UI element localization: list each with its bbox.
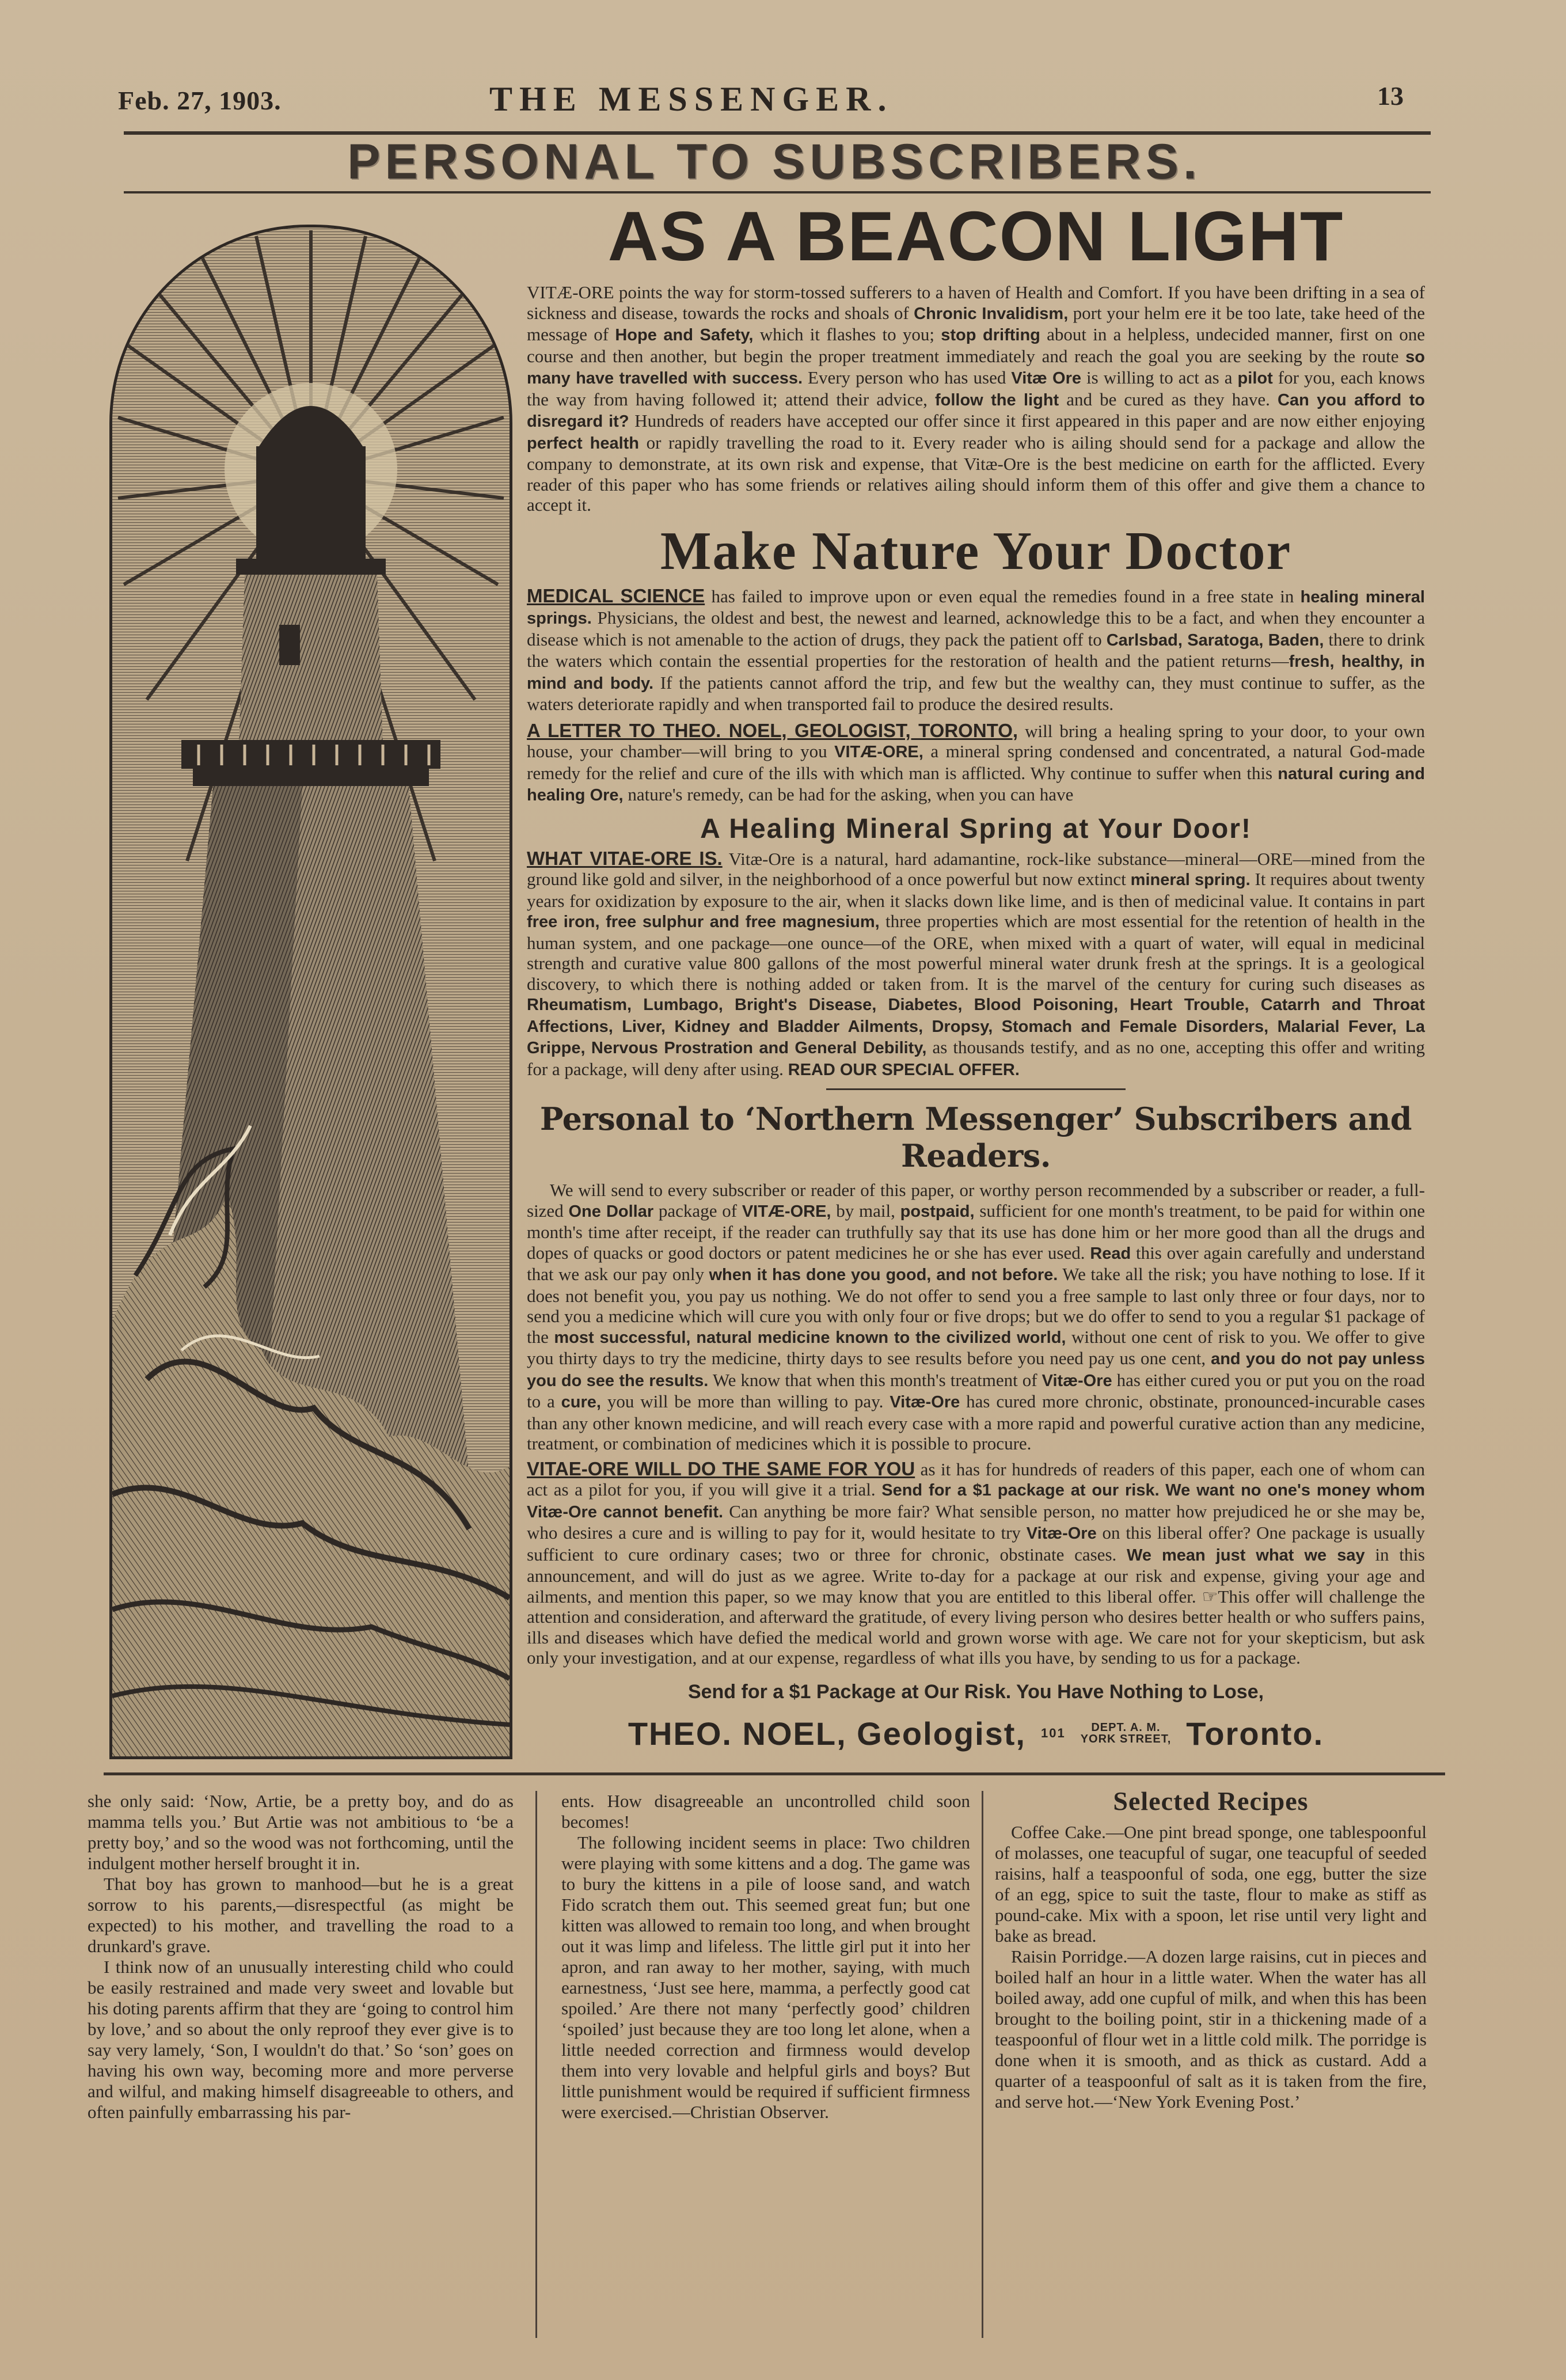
section-divider: [826, 1088, 1126, 1090]
street-name: YORK STREET,: [1080, 1733, 1172, 1745]
street-number: 101: [1040, 1726, 1066, 1740]
lighthouse-illustration: [109, 225, 512, 1759]
dept-street-block: [1081, 1722, 1172, 1745]
story-paragraph: I think now of an unusually interesting child who could be easily restrained and made very sweet and lovable but his doting parents affirm that they are ‘going to control him by love,’ and so about the only reproof they ever give is to say very lamely, ‘Son, I wouldn't do that.’ So ‘son’ goes on having his own way, becoming more and more perverse and wilful, and making himself disagreeable to others, and often painfully embarrassing his par-: [88, 1957, 514, 2122]
personal-heading: Personal to ‘Northern Messenger’ Subscribers and Readers.: [539, 1100, 1412, 1174]
story-column-1: [88, 1791, 514, 2123]
spring-heading: A Healing Mineral Spring at Your Door!: [700, 813, 1252, 844]
story-paragraph: she only said: ‘Now, Artie, be a pretty boy, and do as mamma tells you.’ But Artie was not ambitious to ‘be a pretty boy,’ and so the wood was not forthcoming, until the indulgent mother herself brought it in.: [88, 1791, 514, 1873]
beacon-paragraph: VITÆ-ORE points the way for storm-tossed sufferers to a haven of Health and Comfort. If you have been drifting in a sea of sickness and disease, towards the rocks and shoals of Chronic Invalidism, port your helm ere it be too late, take heed of the message of Hope and Safety, which it flashes to you; stop drifting about in a helpless, undecided manner, first on one course and then another, but begin the proper treatment immediately and reach the goal you are seeking by the route so many have travelled with success. Every person who has used Vitæ Ore is willing to act as a pilot for you, each knows the way from having followed it; attend their advice, follow the light and be cured as they have. Can you afford to disregard it? Hundreds of readers have accepted our offer since it first appeared in this paper and are now either enjoying perfect health or rapidly travelling the road to it. Every reader who is ailing should send for a package and allow the company to demonstrate, at its own risk and expense, that Vitæ-Ore is the best medicine on earth for the afflicted. Every reader of this paper who has some friends or relatives ailing should inform them of this offer and give them a chance to accept it.: [527, 282, 1426, 515]
send-for-package-line: Send for a $1 Package at Our Risk. You Have Nothing to Lose,: [687, 1680, 1264, 1703]
vitae-ore-advertisement: [527, 190, 1425, 1752]
story-paragraph: That boy has grown to manhood—but he is a great sorrow to his parents,—disrespectful (as might be expected) to his mother, and travelling the road to a drunkard's grave.: [88, 1874, 514, 1956]
advertiser-name: THEO. NOEL, Geologist,: [628, 1715, 1026, 1752]
masthead-title: THE MESSENGER.: [489, 80, 894, 118]
column-rule: [535, 1791, 537, 2338]
lighthouse-icon: [112, 227, 510, 1756]
same-for-you-paragraph: VITAE-ORE WILL DO THE SAME FOR YOU as it has for hundreds of readers of this paper, each one of whom can act as a pilot for you, if you will give it a trial. Send for a $1 package at our risk. We want no one's money whom Vitæ-Ore cannot benefit. Can anything be more fair? What sensible person, no matter how prejudiced he or she may be, who desires a cure and is willing to pay for it, would hesitate to try Vitæ-Ore on this liberal offer? One package is usually sufficient to cure ordinary cases; two or three for chronic, obstinate cases. We mean just what we say in this announcement, and will do just as we agree. Write to-day for a package at our risk and expense, giving your age and ailments, and mention this paper, so we may know that you are entitled to this liberal offer. ☞This offer will challenge the attention and consideration, and afterward the gratitude, of every living person who desires better health or who suffers pains, ills and diseases which have defied the medical world and grown worse with age. We care not for your skepticism, but ask only your investigation, and at our expense, regardless of what ills you have, by sending to us for a package.: [527, 1457, 1426, 1668]
section-rule: [104, 1772, 1445, 1775]
column-rule: [982, 1791, 983, 2338]
nature-heading: Make Nature Your Doctor: [660, 521, 1292, 581]
dept-code: DEPT. A. M.: [1091, 1721, 1161, 1734]
recipes-heading: Selected Recipes: [1113, 1786, 1309, 1816]
medical-science-paragraph: MEDICAL SCIENCE has failed to improve upon or even equal the remedies found in a free state in healing mineral springs. Physicians, the oldest and best, the newest and learned, acknowledge this to be a fact, and when they encounter a disease which is not amenable to the action of drugs, they pack the patient off to Carlsbad, Saratoga, Baden, there to drink the waters which contain the essential properties for the restoration of health and the patient returns—fresh, healthy, in mind and body. If the patients cannot afford the trip, and few but the wealthy can, they must continue to suffer, as the waters deteriorate rapidly and when transported fail to produce the desired results.: [527, 584, 1426, 714]
city-name: Toronto.: [1186, 1715, 1324, 1752]
page-number: 13: [1377, 81, 1404, 111]
recipe-item: Raisin Porridge.—A dozen large raisins, cut in pieces and boiled half an hour in a little water. When the water has all boiled away, add one cupful of milk, and when this has been brought to the boiling point, stir in a thickening made of a teaspoonful of flour wet in a little cold milk. The porridge is done when it is smooth, and as thick as custard. Add a quarter of a teaspoonful of salt as it is taken from the fire, and serve hot.—‘New York Evening Post.’: [995, 1946, 1427, 2112]
letter-paragraph: A LETTER TO THEO. NOEL, GEOLOGIST, TORONTO, will bring a healing spring to your door, to your own house, your chamber—will bring to you VITÆ-ORE, a mineral spring condensed and concentrated, a natural God-made remedy for the relief and cure of the ills with which man is afflicted. Why continue to suffer when this natural curing and healing Ore, nature's remedy, can be had for the asking, when you can have: [527, 719, 1426, 804]
advertiser-address: [527, 1715, 1425, 1752]
section-banner: PERSONAL TO SUBSCRIBERS.: [347, 134, 1202, 189]
story-column-2: [561, 1791, 970, 2123]
story-paragraph: The following incident seems in place: Two children were playing with some kittens and a dog. The game was to bury the kittens in a pile of loose sand, and watch Fido scratch them out. This seemed great fun; but one kitten was allowed to remain too long, and when brought out it was limp and lifeless. The little girl put it into her apron, and ran away to her mother, saying, with much earnestness, ‘Just see here, mamma, a perfectly good cat spoiled.’ Are there not many ‘perfectly good’ children ‘spoiled’ just because they are too long let alone, when a little needed correction and firmness would develop them into very lovable and helpful girls and boys? But little punishment would be required if sufficient firmness were exercised.—Christian Observer.: [561, 1832, 970, 2122]
story-paragraph: ents. How disagreeable an uncontrolled child soon becomes!: [561, 1791, 970, 1832]
ad-headline: AS A BEACON LIGHT: [607, 197, 1344, 275]
recipes-column: [995, 1786, 1427, 2112]
offer-paragraph: We will send to every subscriber or reader of this paper, or worthy person recommended by a subscriber or reader, a full-sized One Dollar package of VITÆ-ORE, by mail, postpaid, sufficient for one month's treatment, to be paid for within one month's time after receipt, if the reader can truthfully say that its use has done him or her more good than all the drugs and dopes of quacks or good doctors or patent medicines he or she has ever used. Read this over again carefully and understand that we ask our pay only when it has done you good, and not before. We take all the risk; you have nothing to lose. If it does not benefit you, you pay us nothing. We do not offer to send you a free sample to last only three or four days, nor to send you a medicine which will cure you with only four or five drops; but we do offer to send to you a regular $1 package of the most successful, natural medicine known to the civilized world, without one cent of risk to you. We offer to give you thirty days to try the medicine, thirty days to see results before you need pay us one cent, and you do not pay unless you do see the results. We know that when this month's treatment of Vitæ-Ore has either cured you or put you on the road to a cure, you will be more than willing to pay. Vitæ-Ore has cured more chronic, obstinate, pronounced-incurable cases than any other known medicine, and will reach every case with a more rapid and powerful curative action than any medicine, treatment, or combination of medicines which it is possible to procure.: [527, 1180, 1426, 1453]
what-vitae-ore-paragraph: WHAT VITAE-ORE IS. Vitæ-Ore is a natural, hard adamantine, rock-like substance—mineral—ORE—mined from the ground like gold and silver, in the neighborhood of a once powerful but now extinct mineral spring. It requires about twenty years for oxidization by exposure to the air, when it slacks down like lime, and is then of medicinal value. It contains in part free iron, free sulphur and free magnesium, three properties which are most essential for the retention of health in the human system, and one package—one ounce—of the ORE, when mixed with a quart of water, will equal in medicinal strength and curative value 800 gallons of the most powerful mineral water drunk fresh at the springs. It is a geological discovery, to which there is nothing added or taken from. It is the marvel of the century for curing such diseases as Rheumatism, Lumbago, Bright's Disease, Diabetes, Blood Poisoning, Heart Trouble, Catarrh and Throat Affections, Liver, Kidney and Bladder Ailments, Dropsy, Stomach and Female Disorders, Malarial Fever, La Grippe, Nervous Prostration and General Debility, as thousands testify, and as no one, accepting this offer and writing for a package, will deny after using. READ OUR SPECIAL OFFER.: [527, 847, 1426, 1079]
issue-date: Feb. 27, 1903.: [118, 86, 282, 115]
recipe-item: Coffee Cake.—One pint bread sponge, one tablespoonful of molasses, one teacupful of sugar, one teacupful of seeded raisins, half a teaspoonful of soda, one egg, butter the size of an egg, spice to suit the taste, flour to make as stiff as pound-cake. Mix with a spoon, let rise until very light and bake as bread.: [995, 1822, 1427, 1946]
